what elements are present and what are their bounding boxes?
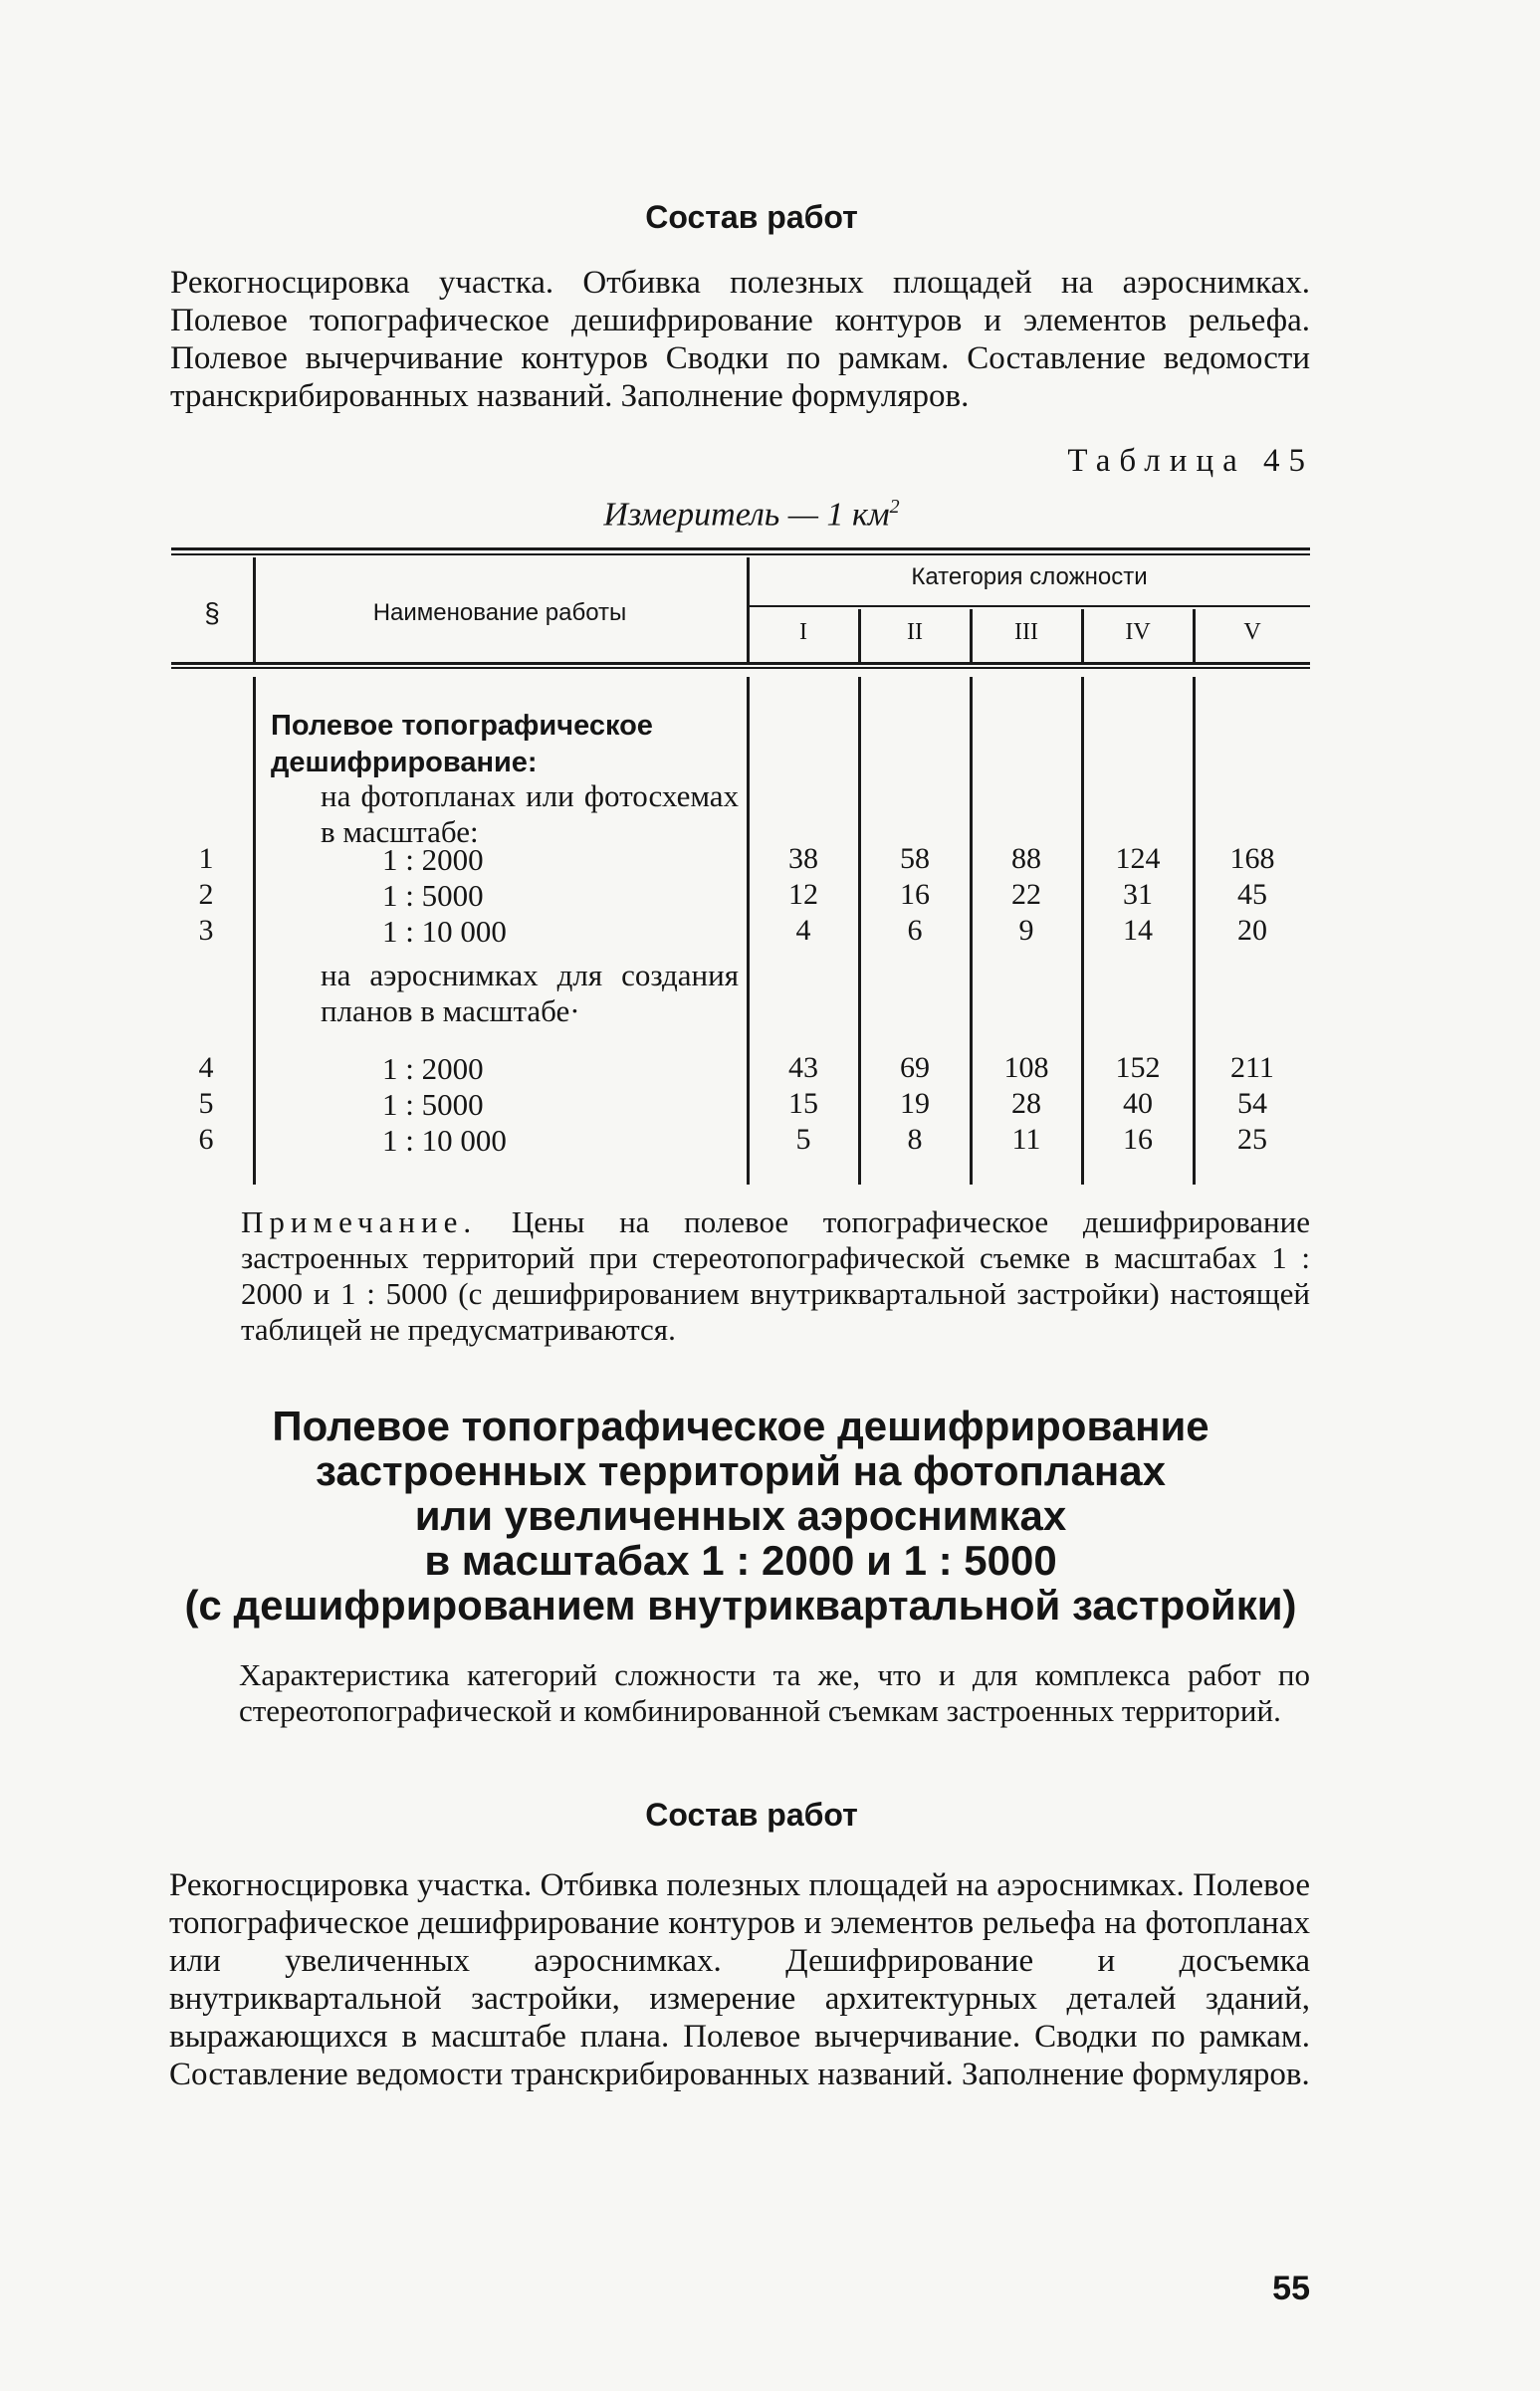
row-number: 4 <box>198 1051 214 1084</box>
header-category: Категория сложности <box>911 563 1148 590</box>
row-scale: 1 : 10 000 <box>382 914 507 949</box>
table-cell: 45 <box>1237 878 1267 911</box>
work-composition-paragraph: Рекогносцировка участка. Отбивка полезных площадей на аэроснимках. Полевое топографическое дешифрирование контуров и элементов рельефа. Полевое вычерчивание контуров Сводки по рамкам. Составление ведомости транскрибированных названий. Заполнение формуляров. <box>170 265 1310 414</box>
category-iv: IV <box>1125 619 1151 645</box>
title-line: в масштабах 1 : 2000 и 1 : 5000 <box>424 1537 1057 1584</box>
title-line: застроенных территорий на фотопланах <box>316 1447 1166 1494</box>
table-cell: 152 <box>1115 1051 1161 1084</box>
row-scale: 1 : 2000 <box>382 842 484 877</box>
table-cell: 168 <box>1229 842 1275 875</box>
section-title <box>171 1404 1310 1628</box>
note-text: Цены на полевое топографическое дешифрирование застроенных территорий при стереотопографической съемке в масштабах 1 : 2000 и 1 : 5000 (с дешифрированием внутриквартальной застройки) настоящей таблицей не предусматриваются. <box>241 1204 1310 1347</box>
row-number: 6 <box>198 1123 214 1156</box>
table-cell: 8 <box>907 1123 923 1156</box>
measure-superscript: 2 <box>889 496 900 518</box>
row-scale: 1 : 5000 <box>382 1087 484 1122</box>
table-cell: 43 <box>788 1051 818 1084</box>
table-cell: 6 <box>907 914 923 947</box>
title-line: Полевое топографическое дешифрирование <box>272 1403 1210 1449</box>
table-cell: 54 <box>1237 1087 1267 1120</box>
header-work-name: Наименование работы <box>372 599 627 626</box>
measure-caption <box>552 496 951 534</box>
row-number: 5 <box>198 1087 214 1120</box>
section-heading: Состав работ <box>645 199 858 235</box>
table-cell: 124 <box>1115 842 1161 875</box>
title-line: (с дешифрированием внутриквартальной застройки) <box>184 1582 1297 1629</box>
row-number: 2 <box>198 878 214 911</box>
table-cell: 4 <box>795 914 811 947</box>
table-cell: 12 <box>788 878 818 911</box>
row-number: 3 <box>198 914 214 947</box>
table-cell: 38 <box>788 842 818 875</box>
table-cell: 9 <box>1018 914 1034 947</box>
table-label: Таблица 45 <box>1067 443 1314 479</box>
table-cell: 211 <box>1230 1051 1274 1084</box>
table-cell: 14 <box>1123 914 1153 947</box>
row-scale: 1 : 10 000 <box>382 1123 507 1158</box>
category-v: V <box>1243 619 1261 645</box>
table-cell: 69 <box>900 1051 930 1084</box>
category-iii: III <box>1014 619 1038 645</box>
group2-label: на аэроснимках для создания планов в масштабе· <box>321 958 739 1028</box>
table-cell: 108 <box>1003 1051 1049 1084</box>
title-line: или увеличенных аэроснимках <box>414 1492 1067 1539</box>
table-cell: 15 <box>788 1087 818 1120</box>
category-paragraph: Характеристика категорий сложности та же, что и для комплекса работ по стереотопографической и комбинированной съемкам застроенных территорий. <box>239 1657 1310 1728</box>
table-cell: 5 <box>795 1123 811 1156</box>
measure-text: Измеритель — 1 км <box>603 496 890 534</box>
table-cell: 25 <box>1237 1123 1267 1156</box>
group1-label: на фотопланах или фотосхемах в масштабе: <box>321 778 739 849</box>
table-note <box>241 1204 1310 1348</box>
table-cell: 58 <box>900 842 930 875</box>
note-label: Примечание. <box>241 1204 478 1239</box>
table-cell: 31 <box>1123 878 1153 911</box>
row-number: 1 <box>198 842 214 875</box>
table-cell: 16 <box>900 878 930 911</box>
table-cell: 11 <box>1011 1123 1041 1156</box>
category-ii: II <box>907 619 923 645</box>
work-title: Полевое топографическое дешифрирование: <box>271 710 653 778</box>
work-composition-paragraph: Рекогносцировка участка. Отбивка полезных площадей на аэроснимках. Полевое топографическое дешифрирование контуров и элементов рельефа на фотопланах или увеличенных аэроснимках. Дешифрирование и досъемка внутриквартальной застройки, измерение архитектурных деталей зданий, выражающихся в масштабе плана. Полевое вычерчивание. Сводки по рамкам. Составление ведомости транскрибированных названий. Заполнение формуляров. <box>169 1867 1310 2092</box>
table-cell: 40 <box>1123 1087 1153 1120</box>
table-cell: 22 <box>1011 878 1041 911</box>
table-cell: 88 <box>1011 842 1041 875</box>
category-i: I <box>799 619 807 645</box>
page-number: 55 <box>1272 2270 1310 2307</box>
row-scale: 1 : 2000 <box>382 1051 484 1086</box>
table-cell: 19 <box>900 1087 930 1120</box>
section-heading: Состав работ <box>645 1797 858 1833</box>
table-cell: 20 <box>1237 914 1267 947</box>
table-cell: 16 <box>1123 1123 1153 1156</box>
header-number: § <box>204 597 220 628</box>
table-cell: 28 <box>1011 1087 1041 1120</box>
price-table <box>171 547 1310 1190</box>
row-scale: 1 : 5000 <box>382 878 484 913</box>
